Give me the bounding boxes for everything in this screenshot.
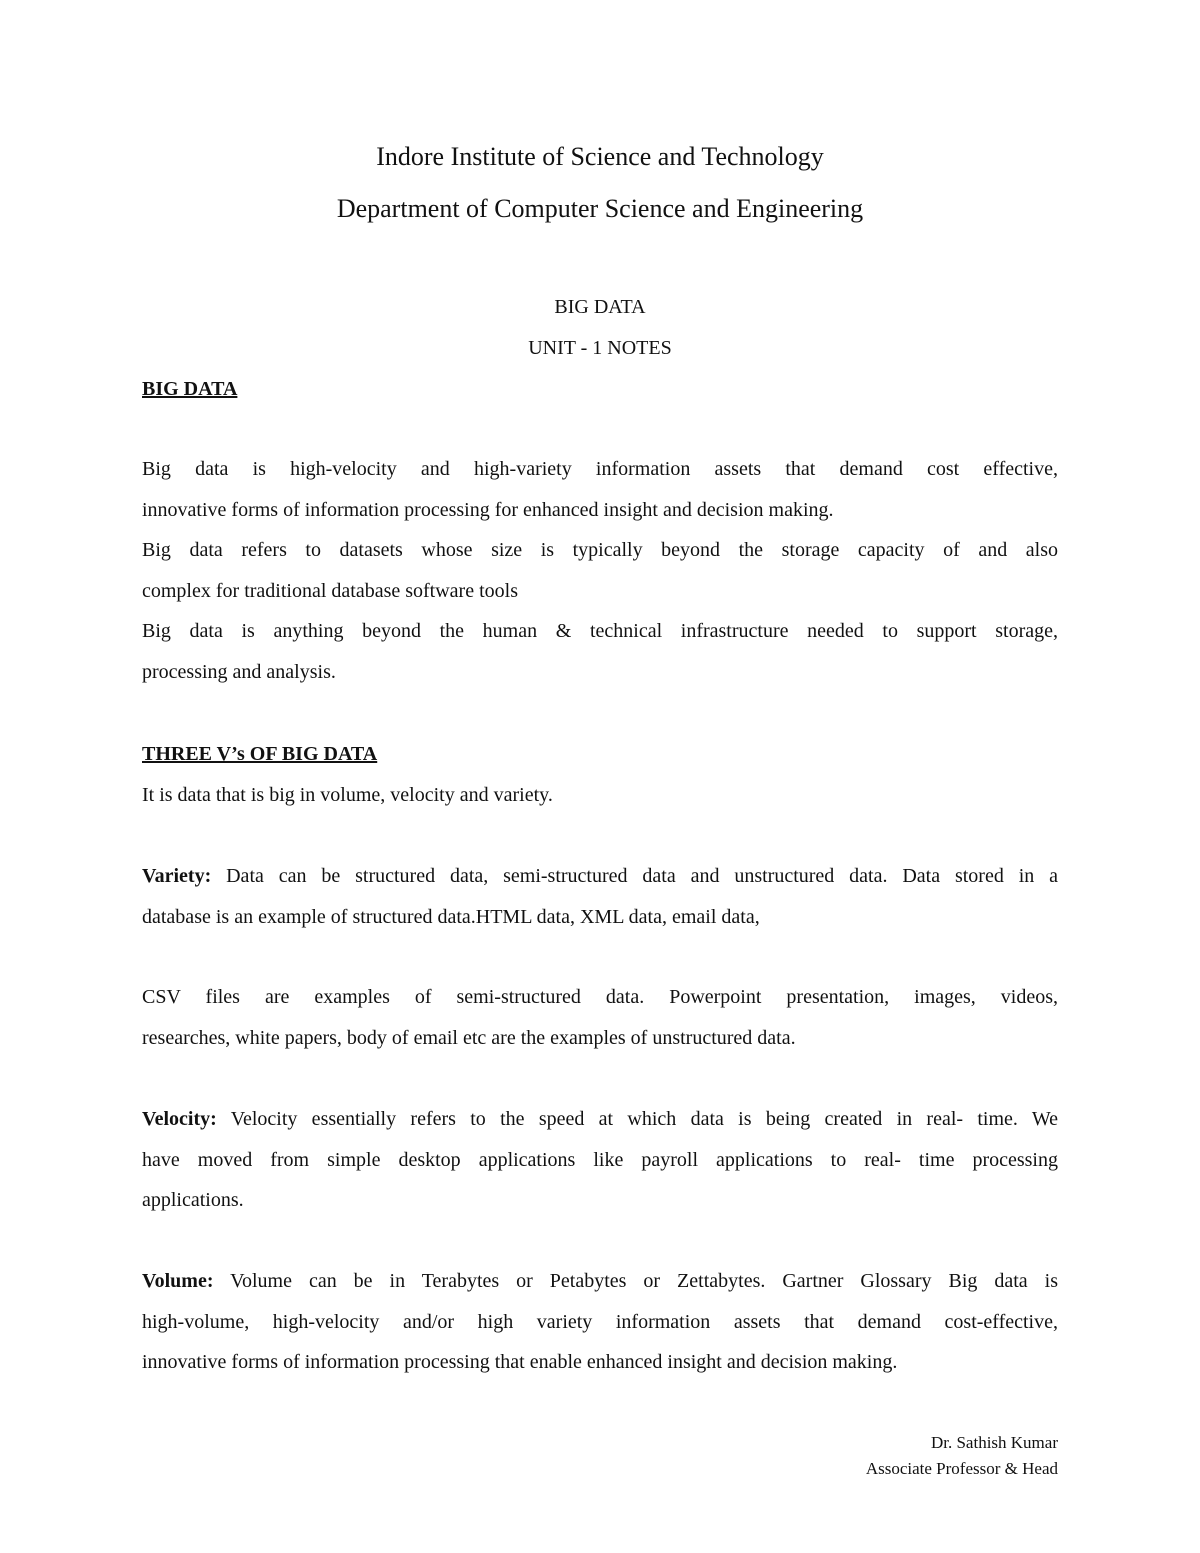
paragraph-line: innovative forms of information processing that enable enhanced insight and decision making.: [142, 1351, 898, 1373]
variety-paragraph: [142, 856, 1058, 937]
paragraph-line: [142, 1099, 1058, 1140]
paragraph-line: [142, 856, 1058, 897]
paragraph-line: Big data is anything beyond the human & technical infrastructure needed to support storage,: [142, 620, 1058, 642]
volume-paragraph: [142, 1261, 1058, 1383]
velocity-paragraph: [142, 1099, 1058, 1221]
paragraph-line: database is an example of structured data.HTML data, XML data, email data,: [142, 905, 760, 928]
paragraph-line: applications.: [142, 1189, 244, 1211]
volume-label: Volume:: [142, 1270, 214, 1292]
section-heading-three-vs: THREE V’s OF BIG DATA: [142, 743, 378, 765]
subject-title: BIG DATA: [554, 296, 646, 318]
paragraph-line: Big data is high-velocity and high-variety information assets that demand cost effective,: [142, 458, 1058, 480]
paragraph-line: high-volume, high-velocity and/or high variety information assets that demand cost-effective,: [142, 1310, 1058, 1333]
three-vs-intro: [142, 775, 1058, 816]
paragraph-line: Big data refers to datasets whose size is typically beyond the storage capacity of and also: [142, 539, 1058, 561]
paragraph-line: It is data that is big in volume, velocity and variety.: [142, 784, 553, 806]
paragraph-line: CSV files are examples of semi-structured data. Powerpoint presentation, images, videos,: [142, 986, 1058, 1008]
csv-paragraph: [142, 977, 1058, 1058]
institute-title: Indore Institute of Science and Technology: [376, 142, 824, 171]
signature-name: Dr. Sathish Kumar: [930, 1433, 1058, 1452]
paragraph-line: have moved from simple desktop applications like payroll applications to real- time processing: [142, 1148, 1058, 1171]
section-heading-big-data: BIG DATA: [142, 378, 238, 400]
big-data-definitions: [142, 449, 1058, 692]
volume-text: Volume can be in Terabytes or Petabytes or Zettabytes. Gartner Glossary Big data is: [213, 1270, 1058, 1292]
paragraph-line: [142, 1261, 1058, 1302]
signature-title: Associate Professor & Head: [865, 1459, 1058, 1478]
paragraph-line: researches, white papers, body of email etc are the examples of unstructured data.: [142, 1026, 796, 1049]
velocity-label: Velocity:: [142, 1108, 217, 1130]
variety-label: Variety:: [142, 865, 212, 887]
paragraph-line: innovative forms of information processing for enhanced insight and decision making.: [142, 498, 834, 521]
velocity-text: Velocity essentially refers to the speed at which data is being created in real- time. We: [216, 1108, 1058, 1130]
paragraph-line: processing and analysis.: [142, 660, 336, 683]
variety-text: Data can be structured data, semi-structured data and unstructured data. Data stored in a: [211, 865, 1058, 887]
unit-title: UNIT - 1 NOTES: [528, 337, 672, 359]
signature-block: [866, 1430, 1058, 1482]
department-title: Department of Computer Science and Engineering: [336, 194, 864, 223]
paragraph-line: complex for traditional database software tools: [142, 579, 518, 602]
